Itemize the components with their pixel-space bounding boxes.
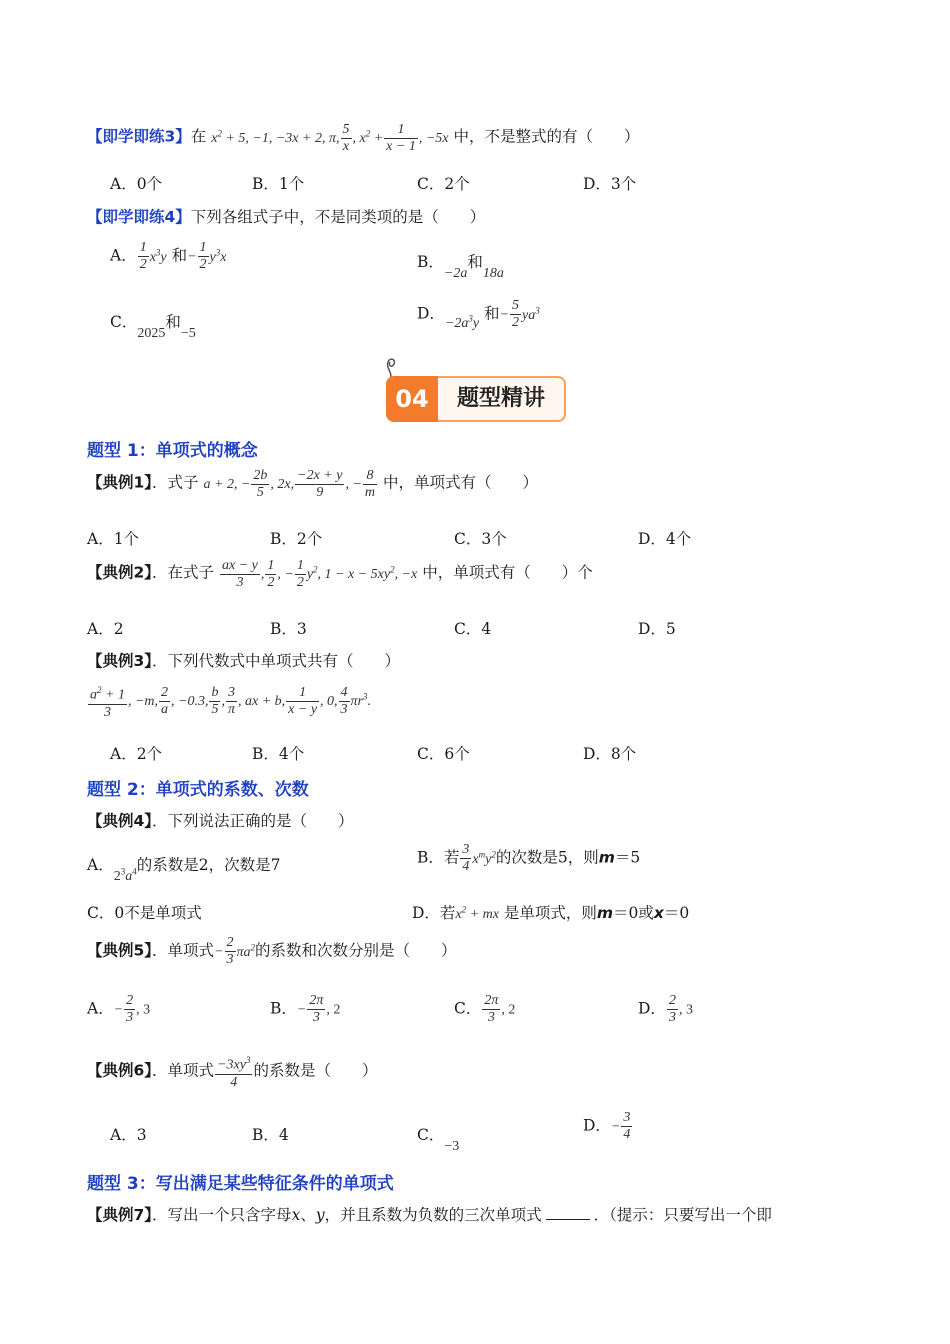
example5-question: 【典例5】．单项式− $\frac{2}{3}$ $\pi a^2$的系数和次数分别是（ ） (87, 935, 457, 967)
example1-option-a[interactable]: A．1个 (87, 530, 140, 548)
type3-heading: 题型 3：写出满足某些特征条件的单项式 (87, 1174, 394, 1194)
example1-option-c[interactable]: C．3个 (454, 530, 507, 548)
example6-option-c[interactable]: C．−3 (417, 1126, 460, 1154)
answer-blank[interactable] (546, 1219, 590, 1220)
example2-option-c[interactable]: C．4 (454, 620, 492, 638)
practice3-option-c[interactable]: C．2个 (417, 175, 470, 193)
example5-option-a[interactable]: A．− $\frac{2}{3}$ , 3 (87, 993, 151, 1025)
type2-heading: 题型 2：单项式的系数、次数 (87, 780, 309, 800)
section-badge (386, 376, 568, 422)
example4-option-d[interactable]: D．若$x^2$ + mx 是单项式，则m＝0或x＝0 (412, 904, 690, 922)
example2-option-b[interactable]: B．3 (270, 620, 307, 638)
practice3-option-d[interactable]: D．3个 (583, 175, 637, 193)
example3-question: 【典例3】．下列代数式中单项式共有（ ） (87, 652, 401, 670)
example2-option-d[interactable]: D．5 (638, 620, 676, 638)
example6-option-d[interactable]: D．− $\frac{3}{4}$ (583, 1110, 631, 1142)
badge-hook-icon (384, 356, 398, 378)
example1-question: 【典例1】．式子 a + 2, − $\frac{2b}{5}$ , 2x, $\frac{-2x + y}{9}$ , − $\frac{8}{m}$ 中，单项式有（ ） (87, 468, 538, 500)
practice4-option-c[interactable]: C．2025和−5 (110, 313, 196, 341)
example7-tag: 【典例7】 (87, 1206, 153, 1224)
practice4-option-b[interactable]: B．−2a和18a (417, 253, 504, 281)
example3-option-c[interactable]: C．6个 (417, 745, 470, 763)
badge-title: 题型精讲 (438, 376, 566, 422)
example4-tag: 【典例4】 (87, 812, 153, 830)
example2-option-a[interactable]: A．2 (87, 620, 124, 638)
example3-tag: 【典例3】 (87, 652, 153, 670)
example5-option-b[interactable]: B．− $\frac{2\pi}{3}$ , 2 (270, 993, 341, 1025)
example1-option-b[interactable]: B．2个 (270, 530, 323, 548)
practice3-question: 【即学即练3】在 $x^2 + 5$, −1, −3x + 2, π, $\frac{5}{x}$ , $x^2$ + $\frac{1}{x - 1}$ , −5x 中，不是整式的有（ ） (87, 122, 640, 154)
example4-option-b[interactable]: B．若 $\frac{3}{4}$ $x^my^2$的次数是5，则m＝5 (417, 842, 641, 874)
example5-option-d[interactable]: D． $\frac{2}{3}$ , 3 (638, 993, 693, 1025)
example7-question: 【典例7】．写出一个只含字母x、y，并且系数为负数的三次单项式 ．（提示：只要写出一个即 (87, 1206, 772, 1224)
example2-question: 【典例2】．在式子 $\frac{ax - y}{3}$ , $\frac{1}{2}$ , − $\frac{1}{2}$ $y^2$, $1 - x - 5xy^2$, −x 中，单项式有（ ）个 (87, 558, 593, 590)
example3-option-d[interactable]: D．8个 (583, 745, 637, 763)
example5-option-c[interactable]: C． $\frac{2\pi}{3}$ , 2 (454, 993, 516, 1025)
example4-question: 【典例4】．下列说法正确的是（ ） (87, 812, 354, 830)
example3-option-b[interactable]: B．4个 (252, 745, 305, 763)
example6-tag: 【典例6】 (87, 1061, 153, 1080)
example6-option-a[interactable]: A．3 (110, 1126, 147, 1144)
type1-heading: 题型 1：单项式的概念 (87, 441, 258, 461)
example1-option-d[interactable]: D．4个 (638, 530, 692, 548)
practice3-tag: 【即学即练3】 (87, 127, 191, 146)
example3-expressions: $\frac{a^2 + 1}{3}$ , −m, $\frac{2}{a}$ , −0.3, $\frac{b}{5}$ , $\frac{3}{\pi}$ , ax + b, $\frac{1}{x - y}$ , 0, $\frac{4}{3}$ $\pi r^3$. (87, 682, 371, 721)
practice4-question: 【即学即练4】下列各组式子中，不是同类项的是（ ） (87, 208, 486, 226)
example1-expressions: a + 2, − $\frac{2b}{5}$ , 2x, $\frac{-2x + y}{9}$ , − $\frac{8}{m}$ (203, 468, 376, 500)
practice3-option-a[interactable]: A．0个 (110, 175, 163, 193)
practice3-expressions: $x^2 + 5$, −1, −3x + 2, π, $\frac{5}{x}$ , $x^2$ + $\frac{1}{x - 1}$ , −5x (211, 122, 449, 154)
practice4-option-a[interactable]: A． $\frac{1}{2}$ $x^3y$ 和− $\frac{1}{2}$ $y^3x$ (110, 240, 227, 272)
practice4-tag: 【即学即练4】 (87, 208, 191, 226)
example2-tag: 【典例2】 (87, 563, 153, 582)
example3-option-a[interactable]: A．2个 (110, 745, 163, 763)
example4-option-a[interactable]: A．$2^3a^4$的系数是2，次数是7 (87, 856, 281, 884)
practice4-option-d[interactable]: D．$-2a^3y$ 和− $\frac{5}{2}$ $ya^3$ (417, 298, 540, 331)
example5-tag: 【典例5】 (87, 941, 153, 960)
example4-option-c[interactable]: C．0不是单项式 (87, 904, 202, 922)
example2-expressions: $\frac{ax - y}{3}$ , $\frac{1}{2}$ , − $\frac{1}{2}$ $y^2$, $1 - x - 5xy^2$, −x (222, 558, 418, 590)
example6-question: 【典例6】．单项式 $\frac{-3xy^3}{4}$ 的系数是（ ） (87, 1052, 377, 1091)
example6-option-b[interactable]: B．4 (252, 1126, 289, 1144)
example1-tag: 【典例1】 (87, 473, 153, 492)
practice3-option-b[interactable]: B．1个 (252, 175, 305, 193)
badge-number: 04 (386, 376, 438, 422)
